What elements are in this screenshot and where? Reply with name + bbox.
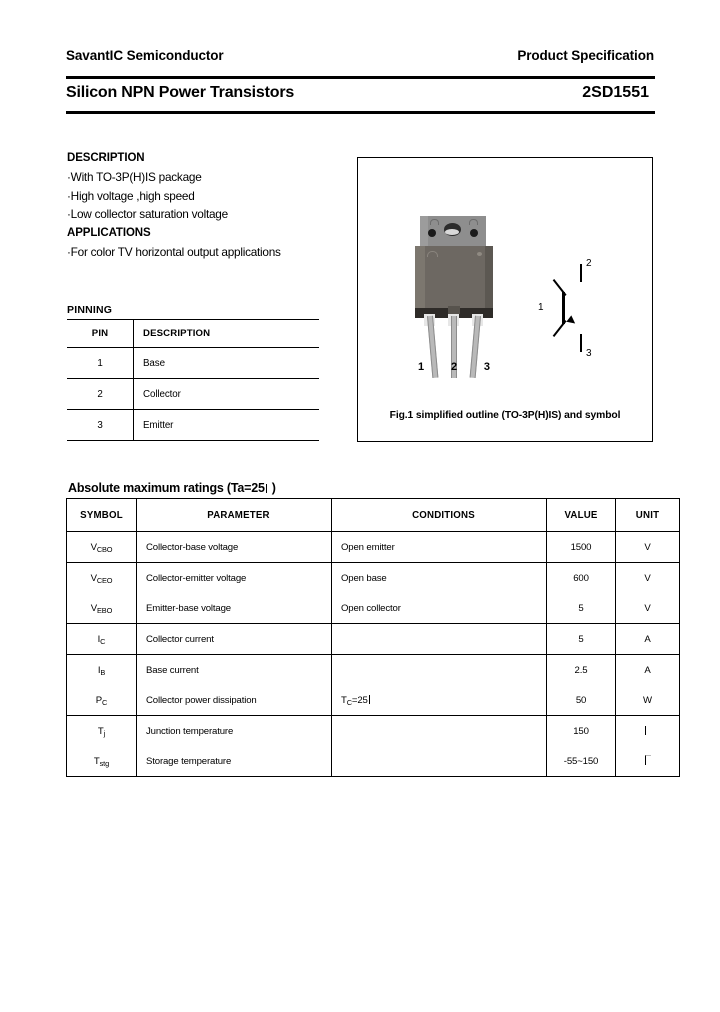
symbol-subscript: C (100, 636, 106, 646)
figure-caption: Fig.1 simplified outline (TO-3P(H)IS) and symbol (389, 410, 621, 421)
pin-description: Emitter (134, 410, 320, 441)
pinning-heading: PINNING (67, 304, 113, 316)
ratings-parameter: Collector-base voltage (137, 532, 332, 563)
ratings-col-value: VALUE (547, 499, 616, 532)
degree-celsius-missing-glyph-icon (645, 755, 651, 765)
symbol-subscript: C (102, 697, 108, 707)
ratings-value: 150 (547, 716, 616, 747)
ratings-symbol (67, 655, 137, 686)
table-row (67, 593, 680, 624)
ratings-parameter: Collector-emitter voltage (137, 563, 332, 594)
header-rule-top (66, 76, 655, 79)
ratings-title (68, 481, 276, 495)
symbol-main: I (97, 633, 101, 645)
package-body-edge (485, 246, 493, 314)
description-heading: DESCRIPTION (67, 152, 145, 164)
package-tab-notch (430, 219, 439, 225)
ratings-conditions (332, 746, 547, 777)
symbol-main: V (90, 572, 97, 584)
ratings-col-unit: UNIT (616, 499, 680, 532)
ratings-symbol (67, 532, 137, 563)
ratings-symbol (67, 624, 137, 655)
package-pin-label-2: 2 (450, 361, 458, 373)
symbol-emitter-arrow-icon (566, 315, 577, 326)
ratings-col-parameter: PARAMETER (137, 499, 332, 532)
ratings-symbol (67, 746, 137, 777)
symbol-main: V (90, 541, 97, 553)
pinning-section (67, 304, 319, 441)
package-body-highlight (415, 246, 425, 314)
table-row (67, 348, 319, 379)
table-row (67, 685, 680, 716)
ratings-value: 50 (547, 685, 616, 716)
table-row (67, 410, 319, 441)
ratings-parameter: Storage temperature (137, 746, 332, 777)
ratings-value: -55~150 (547, 746, 616, 777)
ratings-parameter: Emitter-base voltage (137, 593, 332, 624)
ratings-value: 600 (547, 563, 616, 594)
symbol-subscript: j (103, 728, 106, 738)
symbol-base-label: 1 (538, 302, 544, 313)
package-body-marking (427, 251, 438, 257)
symbol-subscript: B (100, 667, 106, 677)
degree-celsius-missing-glyph-icon (369, 695, 374, 704)
pin-number: 1 (67, 348, 134, 379)
package-base-tab (448, 306, 460, 314)
ratings-conditions (332, 716, 547, 747)
package-pin-label-3: 3 (483, 361, 490, 373)
symbol-subscript: CEO (96, 575, 113, 585)
symbol-collector-terminal (580, 264, 582, 282)
table-row (67, 563, 680, 594)
ratings-symbol (67, 716, 137, 747)
ratings-col-conditions: CONDITIONS (332, 499, 547, 532)
npn-transistor-symbol (518, 258, 628, 368)
symbol-emitter-terminal (580, 334, 582, 352)
applications-section (67, 227, 347, 262)
symbol-subscript: EBO (97, 605, 113, 615)
table-row (67, 624, 680, 655)
table-row (67, 379, 319, 410)
ratings-conditions (332, 624, 547, 655)
description-section (67, 152, 337, 224)
ratings-symbol (67, 593, 137, 624)
page-title: Silicon NPN Power Transistors (66, 84, 295, 101)
symbol-main: T (93, 755, 100, 767)
ratings-parameter: Base current (137, 655, 332, 686)
ratings-parameter: Collector power dissipation (137, 685, 332, 716)
ratings-unit (616, 716, 680, 747)
ratings-conditions: Open emitter (332, 532, 547, 563)
pinning-col-description: DESCRIPTION (134, 320, 320, 348)
table-row (67, 532, 680, 563)
ratings-unit: A (616, 655, 680, 686)
ratings-value: 1500 (547, 532, 616, 563)
document-header (66, 48, 654, 63)
title-bar (66, 84, 655, 102)
ratings-value: 2.5 (547, 655, 616, 686)
table-header-row (67, 499, 680, 532)
ratings-parameter: Collector current (137, 624, 332, 655)
symbol-main: T (97, 725, 104, 737)
ratings-unit: W (616, 685, 680, 716)
ratings-symbol (67, 563, 137, 594)
table-row (67, 655, 680, 686)
symbol-collector-lead (553, 279, 567, 296)
degree-celsius-missing-glyph-icon (645, 726, 650, 735)
package-pin-number-row (411, 361, 497, 373)
symbol-subscript: stg (99, 758, 110, 768)
symbol-subscript: CBO (96, 544, 113, 554)
package-pin-label-1: 1 (418, 361, 425, 373)
ratings-title-close: ) (271, 481, 276, 495)
package-tab-dot (470, 229, 478, 237)
ratings-symbol (67, 685, 137, 716)
ratings-col-symbol: SYMBOL (67, 499, 137, 532)
condition-suffix: =25 (351, 694, 368, 706)
ratings-conditions (332, 685, 547, 716)
part-number: 2SD1551 (582, 84, 649, 101)
symbol-main: V (90, 602, 98, 614)
symbol-main: I (97, 664, 101, 676)
ratings-unit: V (616, 593, 680, 624)
symbol-collector-label: 2 (586, 258, 592, 269)
ratings-unit: A (616, 624, 680, 655)
symbol-main: P (95, 694, 103, 706)
ratings-conditions: Open base (332, 563, 547, 594)
description-bullet: ·High voltage ,high speed (67, 188, 195, 203)
condition-subscript: C (346, 697, 352, 707)
ratings-unit: V (616, 532, 680, 563)
symbol-emitter-label: 3 (586, 348, 592, 359)
package-tab-dot (428, 229, 436, 237)
pin-number: 2 (67, 379, 134, 410)
package-tab-highlight (420, 216, 428, 246)
ratings-parameter: Junction temperature (137, 716, 332, 747)
ratings-conditions: Open collector (332, 593, 547, 624)
ratings-title-text: Absolute maximum ratings (Ta=25 (68, 481, 265, 495)
ratings-unit (616, 746, 680, 777)
table-header-row (67, 320, 319, 348)
description-bullet: ·With TO-3P(H)IS package (67, 170, 202, 184)
ratings-conditions (332, 655, 547, 686)
figure-box (357, 157, 653, 442)
applications-bullet: ·For color TV horizontal output applications (67, 245, 281, 259)
company-name: SavantIC Semiconductor (66, 48, 224, 63)
ratings-value: 5 (547, 624, 616, 655)
absolute-maximum-ratings-table (66, 498, 680, 777)
package-hole-highlight (445, 229, 459, 235)
table-row (67, 746, 680, 777)
pin-number: 3 (67, 410, 134, 441)
pinning-table (67, 319, 319, 441)
symbol-emitter-lead (553, 320, 567, 337)
ratings-unit: V (616, 563, 680, 594)
description-bullet: ·Low collector saturation voltage (67, 207, 228, 221)
applications-heading: APPLICATIONS (67, 227, 151, 239)
header-rule-bottom (66, 111, 655, 114)
table-row (67, 716, 680, 747)
package-tab-notch (469, 219, 478, 225)
condition-main: T (341, 694, 347, 706)
degree-celsius-missing-glyph-icon (266, 484, 271, 493)
pin-description: Base (134, 348, 320, 379)
package-body-spot (477, 252, 482, 256)
ratings-value: 5 (547, 593, 616, 624)
document-type: Product Specification (517, 48, 654, 63)
pin-description: Collector (134, 379, 320, 410)
pinning-col-pin: PIN (67, 320, 134, 348)
